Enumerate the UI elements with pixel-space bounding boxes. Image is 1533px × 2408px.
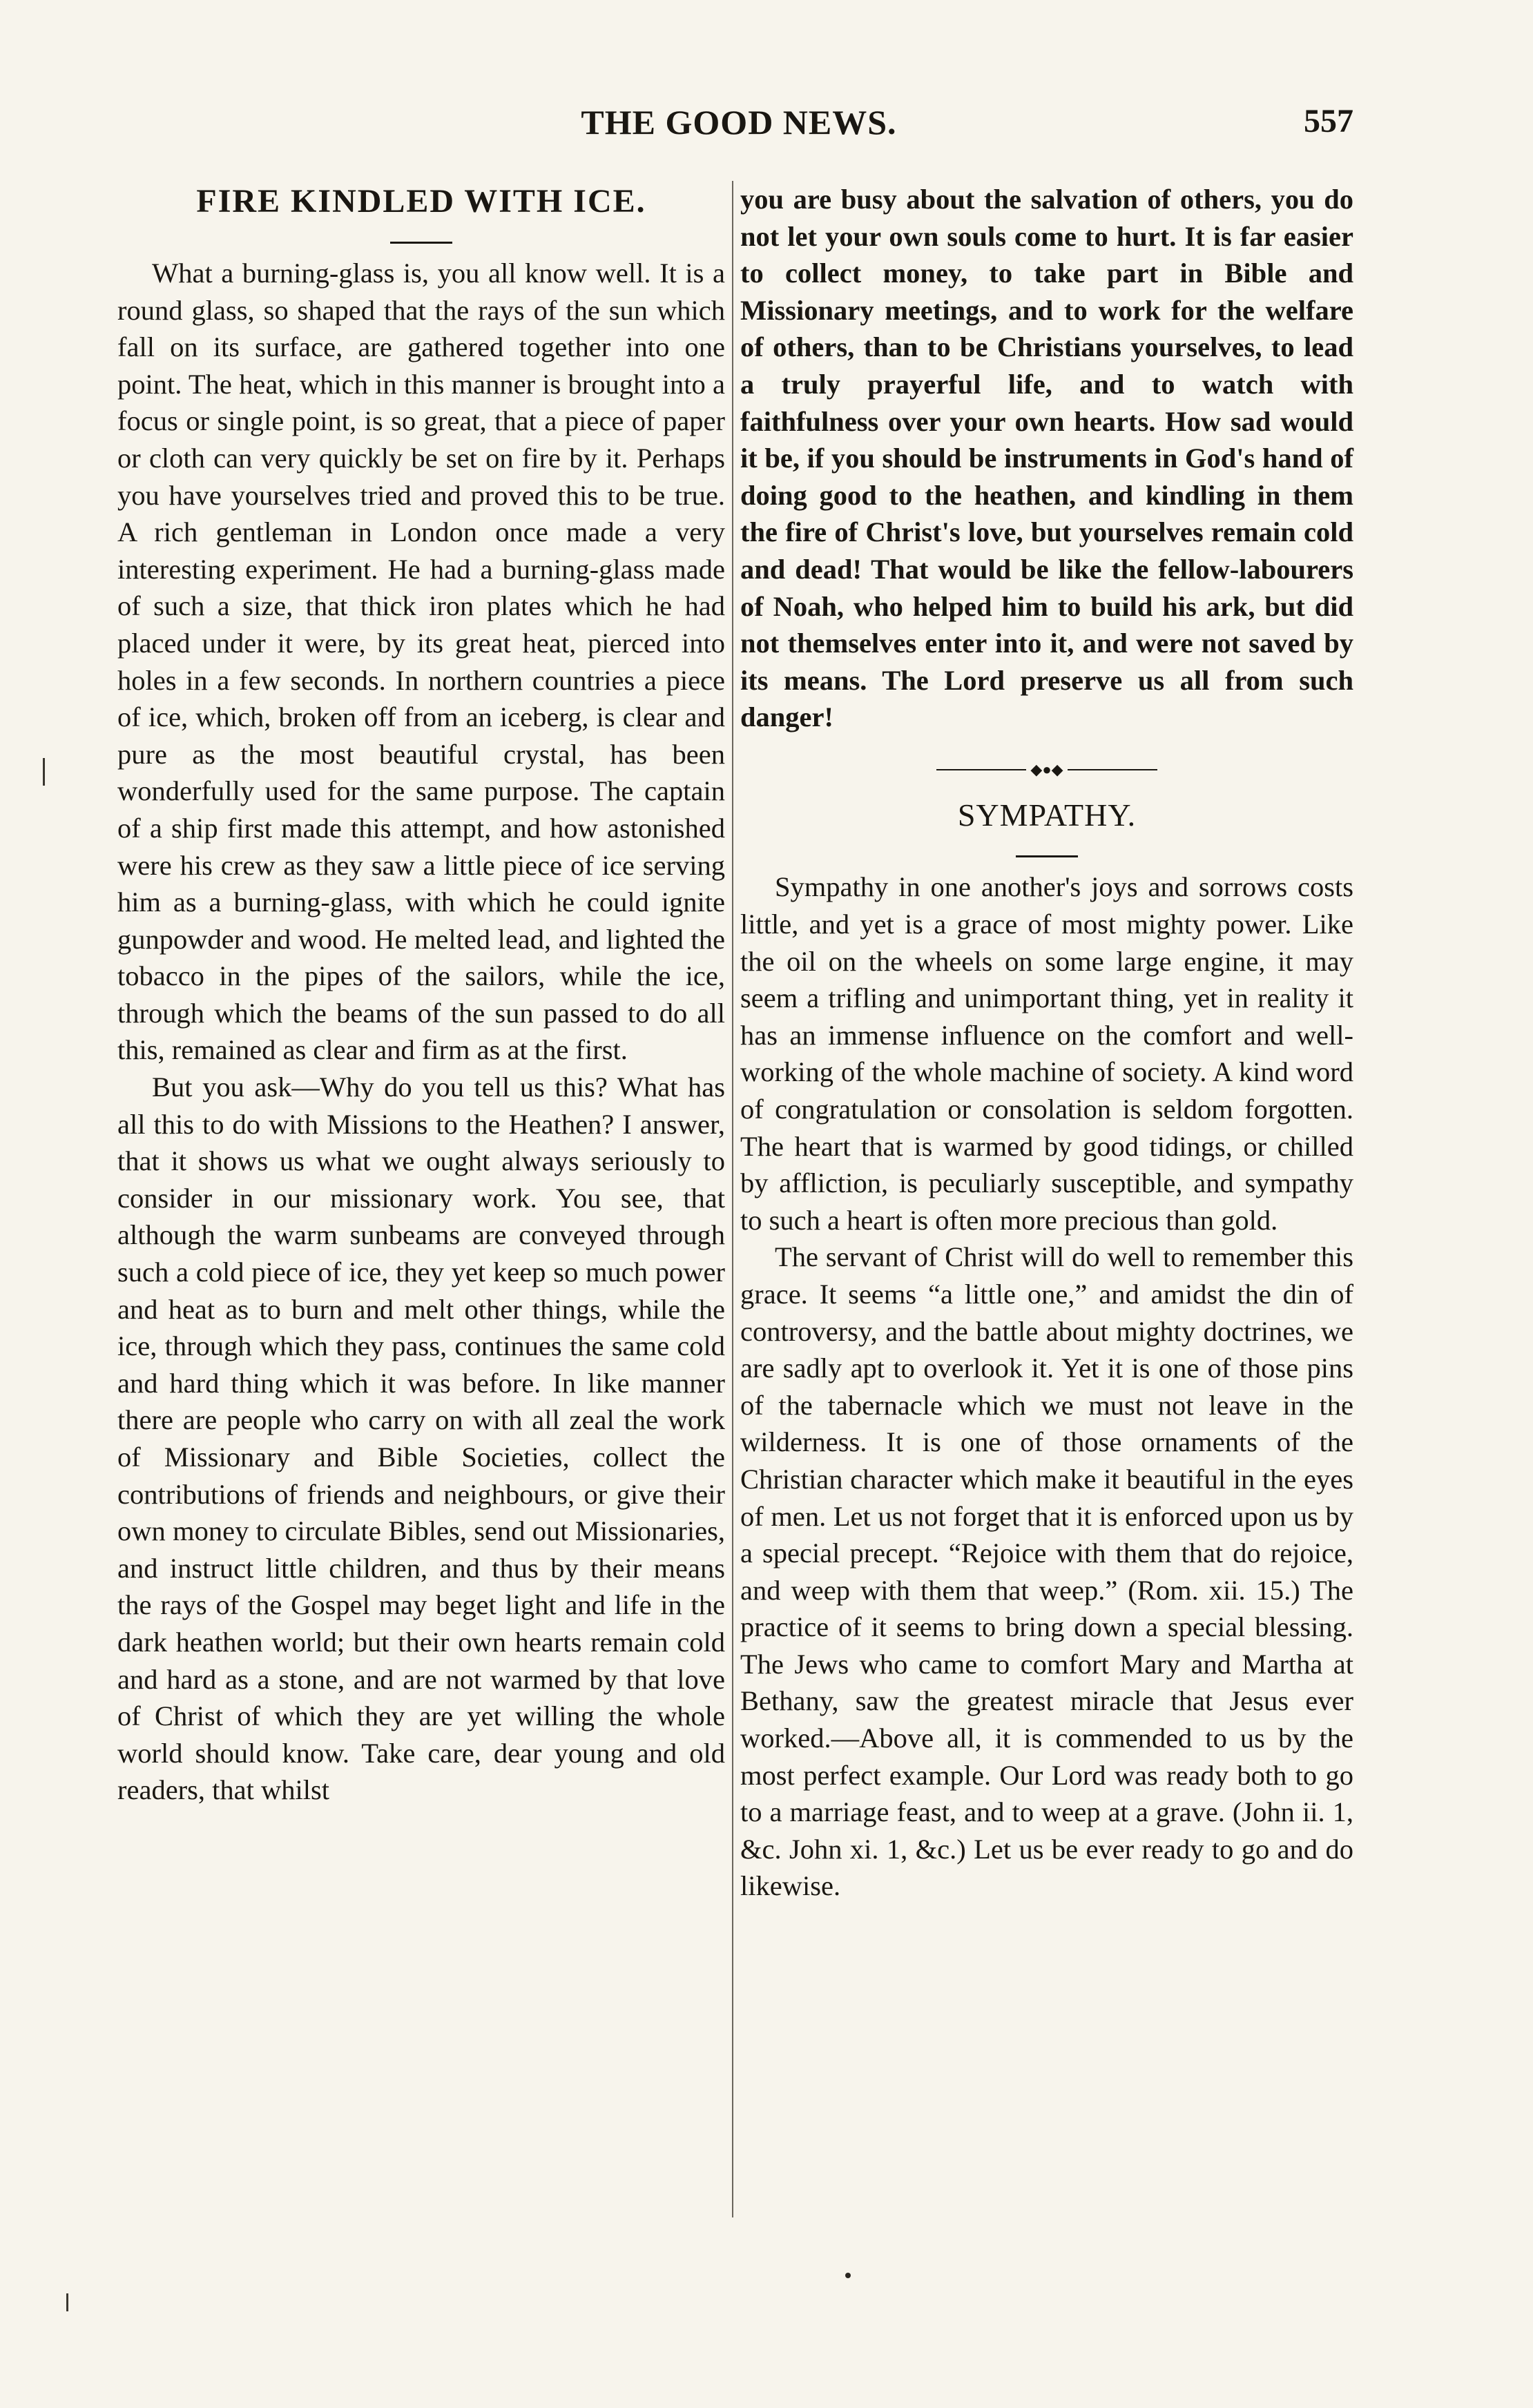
article-title-sympathy: SYMPATHY. <box>957 797 1137 833</box>
footer-dot <box>845 2273 851 2278</box>
fire-paragraph-2: But you ask—Why do you tell us this? What has all this to do with Missions to the Heathen? I answer, that it shows us what we ought always seriously to consider in our missionary work. You see, that although the warm sunbeams are conveyed through such a cold piece of ice, they yet keep so much power and heat as to burn and melt other things, while the ice, through which they pass, continues the same cold and hard thing which it was before. In like manner there are people who carry on with all zeal the work of Missionary and Bible Societies, collect the contributions of friends and neighbours, or give their own money to circulate Bibles, send out Missionaries, and instruct little children, and thus by their means the rays of the Gospel may beget light and life in the dark heathen world; but their own hearts remain cold and hard as a stone, and are not warmed by that love of Christ of which they are yet willing the whole world should know. Take care, dear young and old readers, that whilst <box>117 1071 725 1806</box>
sympathy-title-underline-rule <box>1016 855 1078 857</box>
page-number: 557 <box>1304 103 1353 139</box>
ornament-line-left <box>936 769 1026 770</box>
sympathy-paragraph-1: Sympathy in one another's joys and sorrows costs little, and yet is a grace of most mighty power. Like the oil on the wheels on some large engine, it may seem a trifling and unimportant thing, yet in reality it has an immense influence on the comfort and well-working of the whole machine of society. A kind word of congratulation or consolation is seldom forgotten. The heart that is warmed by good tidings, or chilled by affliction, is peculiarly susceptible, and sympathy to such a heart is often more precious than gold. <box>740 871 1353 1236</box>
sympathy-paragraph-2: The servant of Christ will do well to remember this grace. It seems “a little one,” and amidst the din of controversy, and the battle about mighty doctrines, we are sadly apt to overlook it. Yet it is one of those pins of the tabernacle which we must not leave in the wilderness. It is one of those ornaments of the Christian character which make it beautiful in the eyes of men. Let us not forget that it is enforced upon us by a special precept. “Rejoice with them that do rejoice, and weep with them that weep.” (Rom. xii. 15.) The practice of it seems to bring down a special blessing. The Jews who came to comfort Mary and Martha at Bethany, saw the greatest miracle that Jesus ever worked.—Above all, it is commended to us by the most perfect example. Our Lord was ready both to go to a marriage feast, and to weep at a grave. (John ii. 1, &c. John xi. 1, &c.) Let us be ever ready to go and do likewise. <box>740 1241 1353 1902</box>
left-column <box>117 181 725 1809</box>
right-column <box>740 181 1353 1905</box>
column-divider <box>732 181 733 2217</box>
fire-paragraph-1: What a burning-glass is, you all know well. It is a round glass, so shaped that the rays of the sun which fall on its surface, are gathered together into one point. The heat, which in this manner is brought into a focus or single point, is so great, that a piece of paper or cloth can very quickly be set on fire by it. Perhaps you have yourselves tried and proved this to be true. A rich gentleman in London once made a very interesting experiment. He had a burning-glass made of such a size, that thick iron plates which he had placed under it were, by its great heat, pierced into holes in a few seconds. In northern countries a piece of ice, which, broken off from an iceberg, is clear and pure as the most beautiful crystal, has been wonderfully used for the same purpose. The captain of a ship first made this attempt, and how astonished were his crew as they saw a little piece of ice serving him as a burning-glass, with which he could ignite gunpowder and wood. He melted lead, and lighted the tobacco in the pipes of the sailors, while the ice, through which the beams of the sun passed to do all this, remained as clear and firm as at the first. <box>117 258 725 1066</box>
running-head <box>124 102 1353 150</box>
section-ornament-divider <box>740 748 1353 788</box>
running-title: THE GOOD NEWS. <box>581 103 897 142</box>
title-underline-rule <box>390 242 452 244</box>
margin-mark <box>43 758 45 786</box>
fire-paragraph-continuation: you are busy about the salvation of others, you do not let your own souls come to hurt. It is far easier to collect money, to take part in Bible and Missionary meetings, and to work for the welfare of others, than to be Christians yourselves, to lead a truly prayerful life, and to watch with faithfulness over your own hearts. How sad would it be, if you should be instruments in God's hand of doing good to the heathen, and kindling in them the fire of Christ's love, but yourselves remain cold and dead! That would be like the fellow-labourers of Noah, who helped him to build his ark, but did not themselves enter into it, and were not saved by its means. The Lord preserve us all from such danger! <box>740 184 1353 733</box>
article-title-fire-kindled-with-ice: FIRE KINDLED WITH ICE. <box>196 183 646 220</box>
margin-mark <box>66 2293 68 2311</box>
ornament-diamond-icon: ◆●◆ <box>1030 760 1063 778</box>
ornament-line-right <box>1068 769 1157 770</box>
